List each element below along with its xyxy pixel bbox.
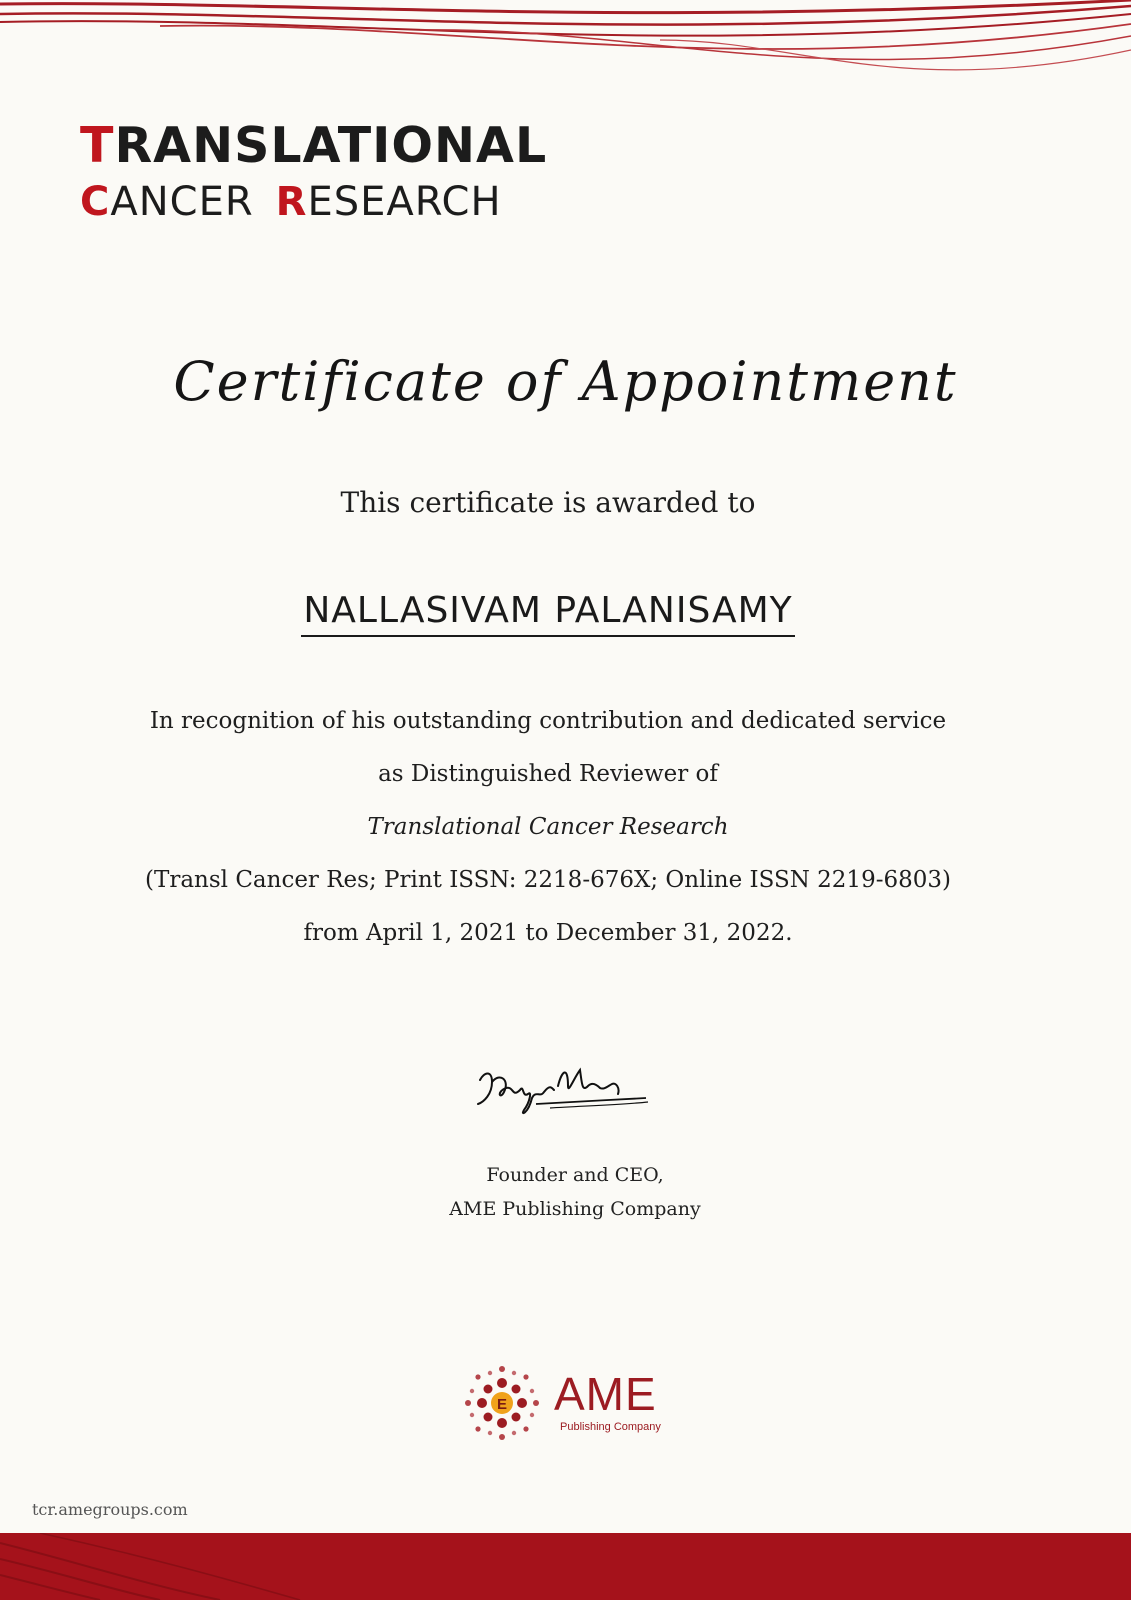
publisher-logo (462, 1363, 682, 1443)
signatory-company: AME Publishing Company (449, 1198, 701, 1220)
svg-text:E: E (496, 1396, 508, 1413)
issn-line: (Transl Cancer Res; Print ISSN: 2218-676X; Online ISSN 2219-6803) (145, 867, 951, 893)
recognition-line-2: as Distinguished Reviewer of (378, 761, 718, 787)
certificate-title: Certificate of Appointment (173, 350, 958, 413)
website-link[interactable]: tcr.amegroups.com (32, 1500, 188, 1519)
decorative-top-waves (0, 0, 1131, 110)
logo-line-translational: TRANSLATIONAL (80, 117, 548, 174)
ame-wordmark: AME (554, 1368, 657, 1420)
decorative-bottom-band (0, 1533, 1131, 1600)
recipient-block (0, 590, 1096, 637)
journal-logo (80, 118, 600, 226)
recognition-line-1: In recognition of his outstanding contribution and dedicated service (149, 708, 947, 734)
awarded-text: This certificate is awarded to (340, 486, 756, 519)
signatory-block (380, 1158, 770, 1226)
signatory-title: Founder and CEO, (486, 1164, 664, 1186)
recognition-paragraph (0, 708, 1096, 973)
signature-icon (470, 1058, 670, 1128)
ame-subtitle: Publishing Company (560, 1421, 661, 1433)
ame-dots-icon (462, 1363, 554, 1443)
recipient-name: NALLASIVAM PALANISAMY (301, 590, 794, 637)
logo-line-cancer-research: CANCER RESEARCH (80, 179, 502, 225)
journal-name: Translational Cancer Research (367, 814, 729, 840)
period-line: from April 1, 2021 to December 31, 2022. (303, 920, 793, 946)
